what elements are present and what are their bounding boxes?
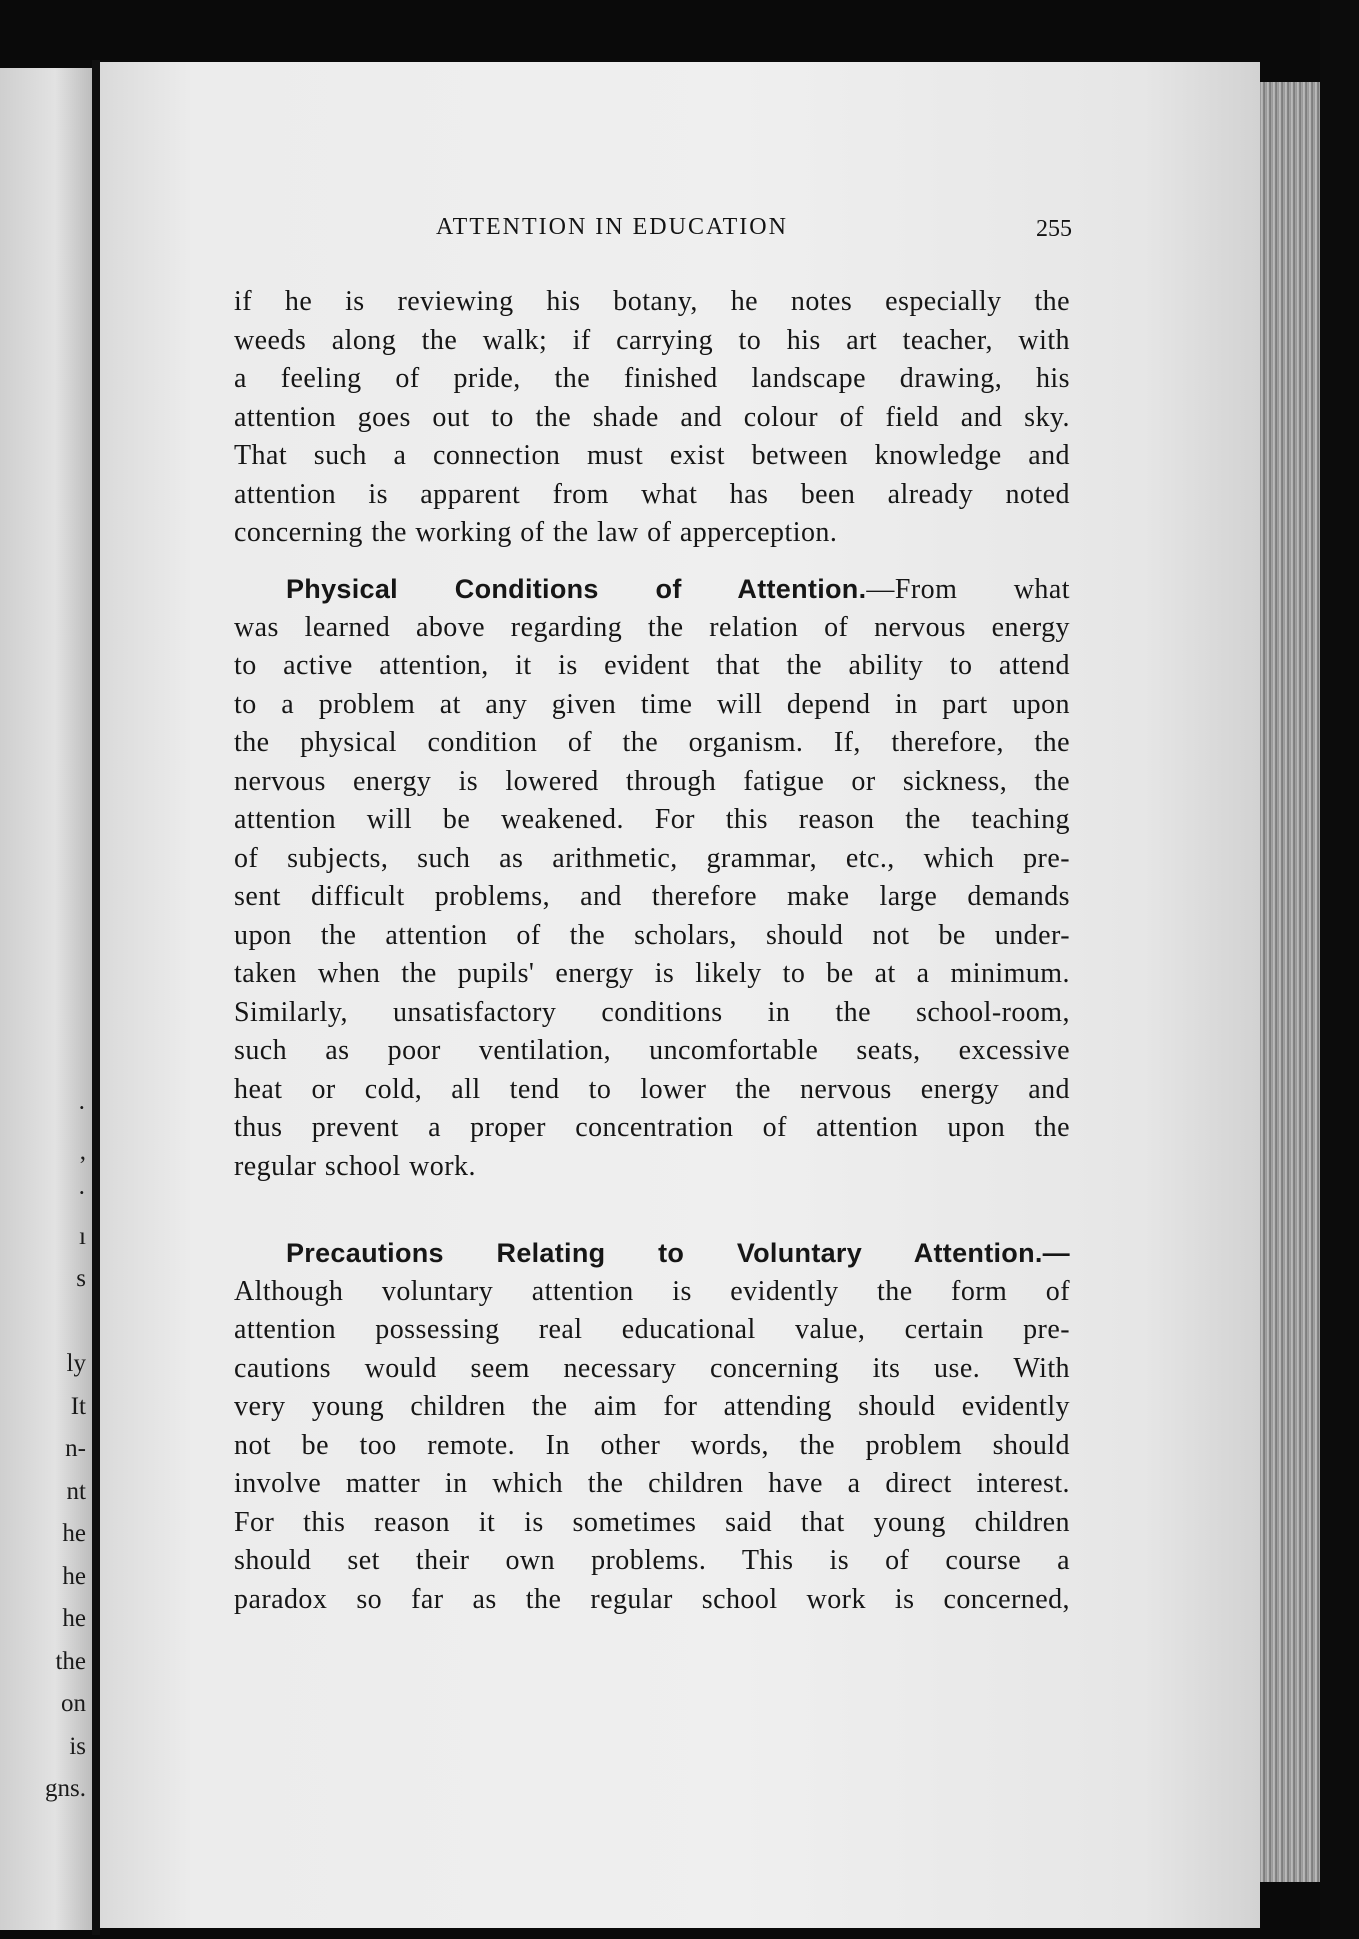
left-fragment: ly <box>66 1350 86 1377</box>
left-fragment: nt <box>66 1477 86 1505</box>
text-line: attention is apparent from what has been already noted <box>234 478 1070 510</box>
section-heading-voluntary-attention: Precautions Relating to Voluntary Attention.— <box>286 1238 1070 1268</box>
text-line: attention will be weakened. For this reason the teaching <box>234 804 1070 835</box>
left-fragment: on <box>61 1690 86 1717</box>
left-fragment: gns. <box>45 1775 86 1802</box>
left-fragment: · <box>77 1180 86 1207</box>
paragraph-knowledge-attention <box>234 283 1070 553</box>
left-fragment: the <box>55 1647 86 1675</box>
text-line: a feeling of pride, the finished landscape drawing, his <box>234 363 1070 394</box>
text-line: the physical condition of the organism. If, therefore, the <box>234 727 1070 758</box>
left-fragment: , <box>79 1137 86 1165</box>
running-title: ATTENTION IN EDUCATION <box>436 214 788 240</box>
text-line: concerning the working of the law of apperception. <box>234 517 838 548</box>
text-line: paradox so far as the regular school work is concerned, <box>234 1583 1070 1615</box>
text-line: such as poor ventilation, uncomfortable seats, excessive <box>234 1035 1070 1066</box>
left-fragment: s <box>76 1265 86 1292</box>
left-fragment: n- <box>65 1435 86 1462</box>
previous-page-text-fragments <box>0 1088 92 1811</box>
text-line: nervous energy is lowered through fatigue or sickness, the <box>234 765 1070 797</box>
text-line: thus prevent a proper concentration of attention upon the <box>234 1112 1070 1143</box>
text-line: very young children the aim for attending should evidently <box>234 1391 1070 1422</box>
book-gutter <box>92 60 100 1935</box>
heading-run-in-text: —From what <box>866 574 1070 605</box>
text-line: That such a connection must exist between knowledge and <box>234 440 1070 471</box>
paragraph-first-line <box>234 1234 1070 1273</box>
text-line: For this reason it is sometimes said that young children <box>234 1506 1070 1538</box>
left-fragment: · <box>77 1095 86 1122</box>
running-header <box>234 210 1070 250</box>
left-fragment: is <box>69 1732 86 1760</box>
text-line: of subjects, such as arithmetic, grammar, etc., which pre- <box>234 842 1070 874</box>
scan-border-right <box>1320 0 1359 1939</box>
text-line: was learned above regarding the relation of nervous energy <box>234 611 1070 643</box>
paragraph-physical-conditions <box>234 570 1070 1186</box>
left-fragment: he <box>62 1605 86 1632</box>
paragraph-voluntary-attention <box>234 1234 1070 1619</box>
paragraph-first-line <box>234 570 1070 609</box>
text-line: upon the attention of the scholars, should not be under- <box>234 919 1070 951</box>
left-fragment: It <box>70 1392 86 1420</box>
page-stack-edge <box>1260 82 1320 1882</box>
text-line: heat or cold, all tend to lower the nervous energy and <box>234 1073 1070 1105</box>
text-line: sent difficult problems, and therefore make large demands <box>234 881 1070 912</box>
text-line: taken when the pupils' energy is likely to be at a minimum. <box>234 958 1070 989</box>
text-line: cautions would seem necessary concerning its use. With <box>234 1352 1070 1384</box>
left-fragment: he <box>62 1520 86 1547</box>
left-fragment: ı <box>79 1222 86 1250</box>
text-line: regular school work. <box>234 1150 476 1182</box>
page-number: 255 <box>1036 216 1072 242</box>
text-line: should set their own problems. This is of course a <box>234 1545 1070 1576</box>
text-line: Similarly, unsatisfactory conditions in the school-room, <box>234 996 1070 1028</box>
text-line: to a problem at any given time will depend in part upon <box>234 688 1070 720</box>
text-line: if he is reviewing his botany, he notes especially the <box>234 286 1070 317</box>
text-line: not be too remote. In other words, the problem should <box>234 1429 1070 1461</box>
text-line: attention possessing real educational value, certain pre- <box>234 1314 1070 1345</box>
left-fragment <box>0 1301 92 1344</box>
text-line: weeds along the walk; if carrying to his art teacher, with <box>234 324 1070 356</box>
left-fragment: he <box>62 1562 86 1590</box>
section-heading-physical-conditions: Physical Conditions of Attention. <box>286 574 867 604</box>
text-line: attention goes out to the shade and colour of field and sky. <box>234 401 1070 433</box>
text-line: involve matter in which the children have a direct interest. <box>234 1468 1070 1499</box>
text-line: Although voluntary attention is evidently the form of <box>234 1275 1070 1307</box>
text-line: to active attention, it is evident that the ability to attend <box>234 650 1070 681</box>
